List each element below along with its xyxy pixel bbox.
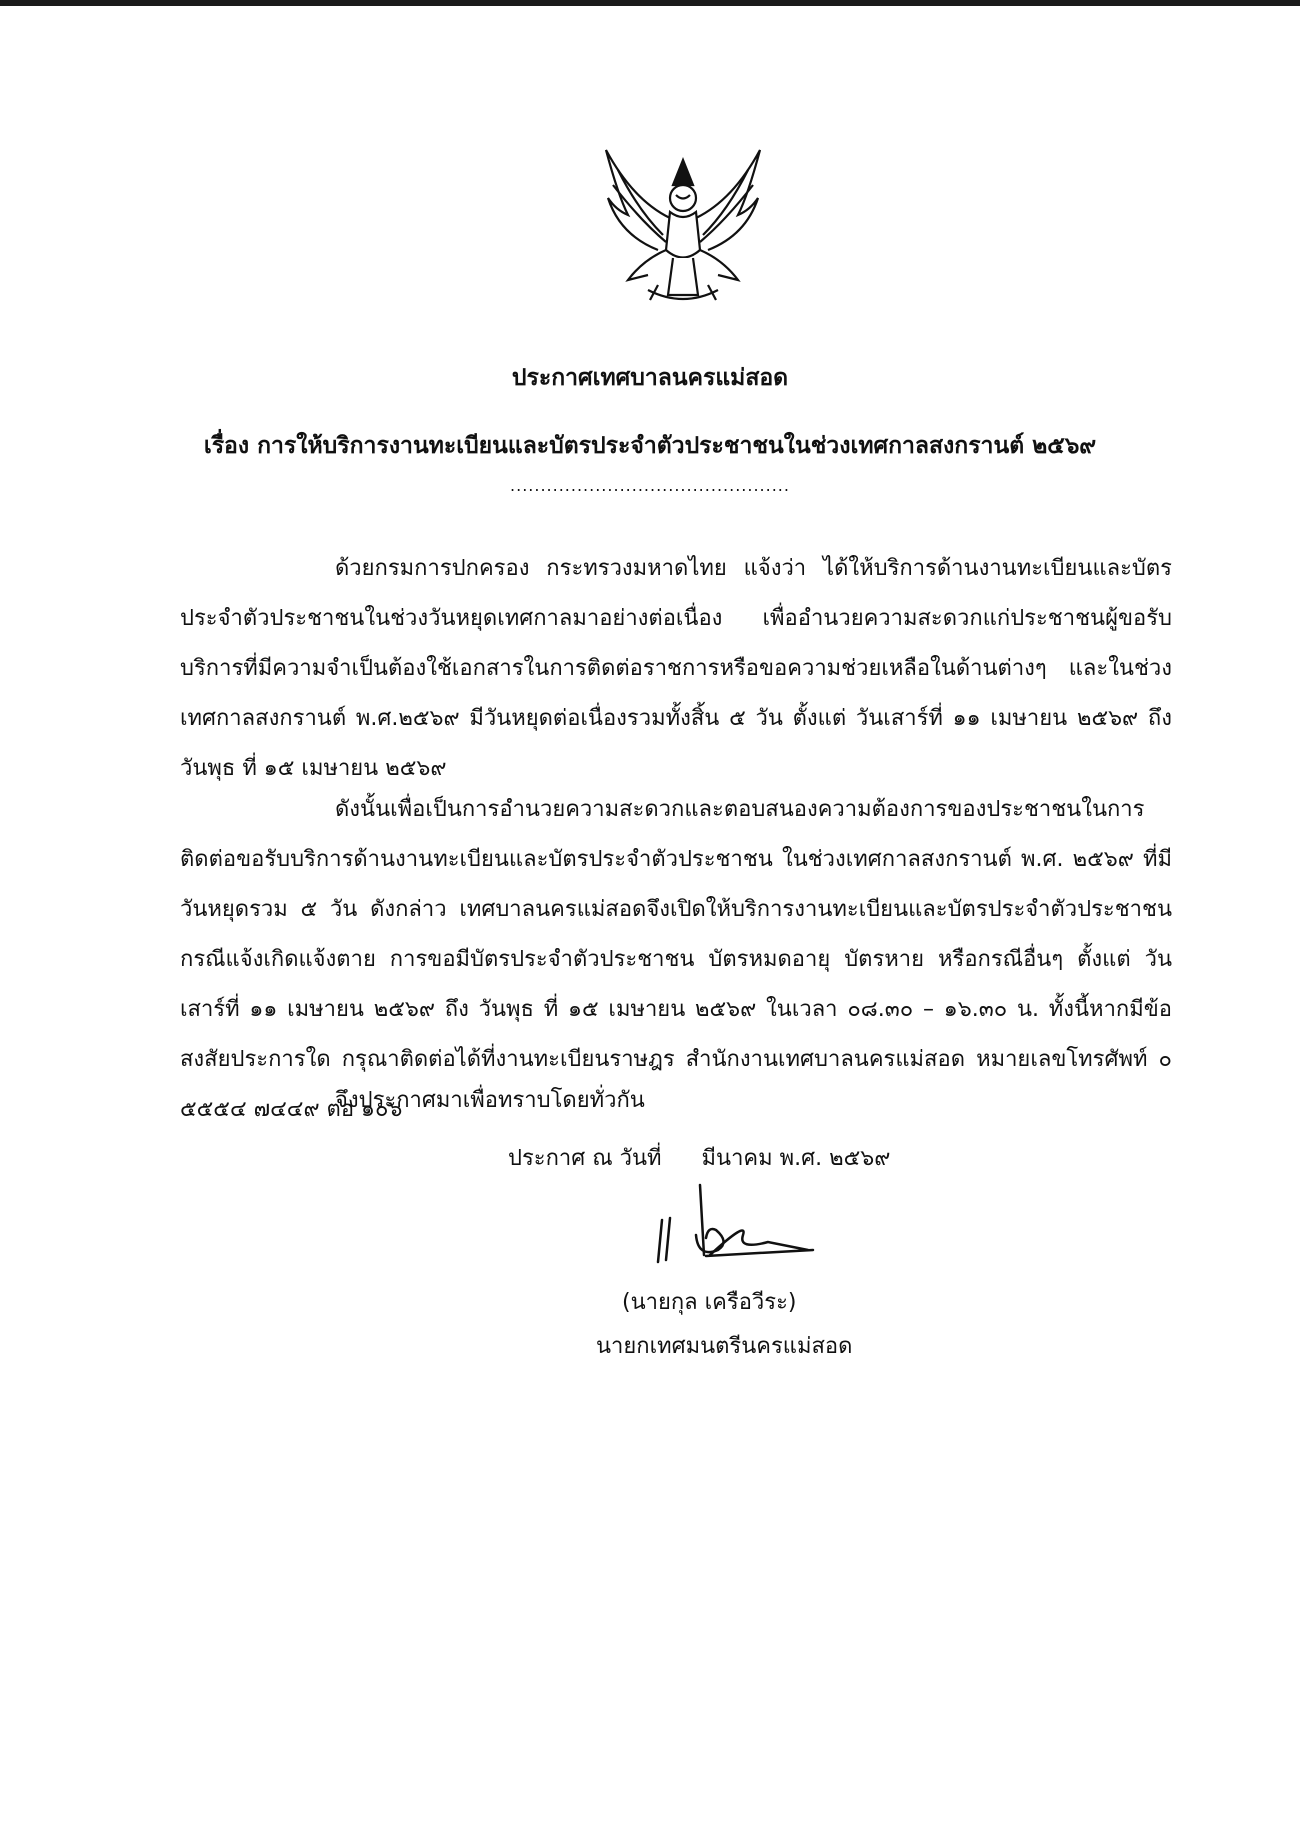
- scan-top-edge: [0, 0, 1300, 6]
- date-prefix: ประกาศ ณ วันที่: [508, 1146, 662, 1171]
- announcement-title: ประกาศเทศบาลนครแม่สอด: [511, 365, 789, 391]
- signer-name: (นายกุล เครือวีระ): [622, 1290, 797, 1315]
- signer-position: นายกเทศมนตรีนครแม่สอด: [596, 1334, 853, 1359]
- paragraph-1: ด้วยกรมการปกครอง กระทรวงมหาดไทย แจ้งว่า ได้ให้บริการด้านงานทะเบียนและบัตรประจำตัวประชาชนในช่วงวันหยุดเทศกาลมาอย่างต่อเนื่อง เพื่ออำนวยความสะดวกแก่ประชาชนผู้ขอรับบริการที่มีความจำเป็นต้องใช้เอกสารในการติดต่อราชการหรือขอความช่วยเหลือในด้านต่างๆ และในช่วงเทศกาลสงกรานต์ พ.ศ.๒๕๖๙ มีวันหยุดต่อเนื่องรวมทั้งสิ้น ๕ วัน ตั้งแต่ วันเสาร์ที่ ๑๑ เมษายน ๒๕๖๙ ถึง วันพุธ ที่ ๑๕ เมษายน ๒๕๖๙: [180, 556, 1172, 781]
- signature-icon: [648, 1180, 818, 1272]
- date-month-year: มีนาคม พ.ศ. ๒๕๖๙: [701, 1146, 891, 1171]
- paragraph-2: ดังนั้นเพื่อเป็นการอำนวยความสะดวกและตอบสนองความต้องการของประชาชนในการติดต่อขอรับบริการด้านงานทะเบียนและบัตรประจำตัวประชาชน ในช่วงเทศกาลสงกรานต์ พ.ศ. ๒๕๖๙ ที่มีวันหยุดรวม ๕ วัน ดังกล่าว เทศบาลนครแม่สอดจึงเปิดให้บริการงานทะเบียนและบัตรประจำตัวประชาชน กรณีแจ้งเกิดแจ้งตาย การขอมีบัตรประจำตัวประชาชน บัตรหมดอายุ บัตรหาย หรือกรณีอื่นๆ ตั้งแต่ วันเสาร์ที่ ๑๑ เมษายน ๒๕๖๙ ถึง วันพุธ ที่ ๑๕ เมษายน ๒๕๖๙ ในเวลา ๐๘.๓๐ – ๑๖.๓๐ น. ทั้งนี้หากมีข้อสงสัยประการใด กรุณาติดต่อได้ที่งานทะเบียนราษฎร สำนักงานเทศบาลนครแม่สอด หมายเลขโทรศัพท์ ๐ ๕๕๕๔ ๗๔๔๙ ต่อ ๑๐๖: [180, 797, 1172, 1122]
- announcement-date: [508, 1140, 890, 1175]
- announcement-subject: เรื่อง การให้บริการงานทะเบียนและบัตรประจำตัวประชาชนในช่วงเทศกาลสงกรานต์ ๒๕๖๙: [203, 433, 1097, 459]
- garuda-emblem-icon: [588, 140, 778, 310]
- separator-line: ..............................................: [510, 476, 790, 495]
- paragraph-closing: จึงประกาศมาเพื่อทราบโดยทั่วกัน: [335, 1088, 645, 1113]
